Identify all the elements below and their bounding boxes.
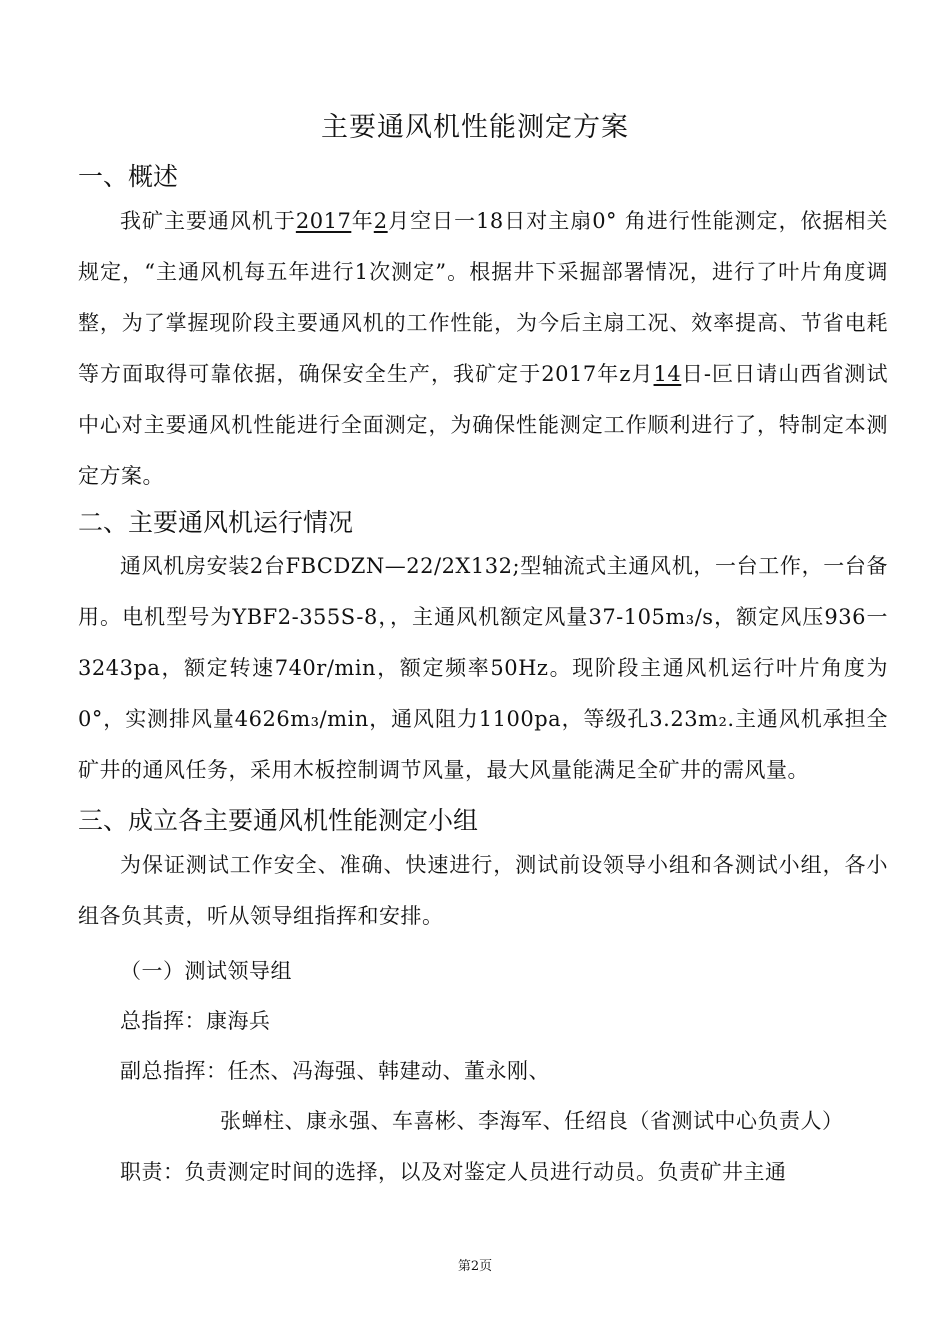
commander-line: 总指挥：康海兵 (120, 1009, 271, 1033)
document-title: 主要通风机性能测定方案 (321, 112, 629, 143)
overview-text-d: 日-叵日请山西省测试中心对主要通风机性能进行全面测定，为确保性能测定工作顺利进行了，特制定本测定方案。 (78, 362, 888, 488)
overview-day: 14 (653, 362, 682, 386)
deputy-commander-line-cont: 张蝉柱、康永强、车喜彬、李海军、任绍良（省测试中心负责人） (220, 1109, 844, 1133)
operation-paragraph: 通风机房安装2台FBCDZN—22/2X132;型轴流式主通风机，一台工作，一台备用。电机型号为YBF2-355S-8，，主通风机额定风量37-105m₃/s，额定风压936一3243pa，额定转速740r/min，额定频率50Hz。现阶段主通风机运行叶片角度为0°，实测排风量4626m₃/min，通风阻力1100pa，等级孔3.23m₂.主通风机承担全矿井的通风任务，采用木板控制调节风量，最大风量能满足全矿井的需风量。 (78, 554, 888, 782)
section-heading-groups: 三、成立各主要通风机性能测定小组 (78, 806, 479, 835)
duty-line: 职责：负责测定时间的选择，以及对鉴定人员进行动员。负责矿井主通 (120, 1160, 787, 1184)
overview-month: 2 (373, 209, 388, 233)
subheading-leadership-group: （一）测试领导组 (120, 959, 292, 983)
overview-text-a: 我矿主要通风机于 (120, 209, 296, 233)
page-number: 第2页 (457, 1259, 493, 1274)
deputy-commander-line: 副总指挥：任杰、冯海强、韩建动、董永刚、 (120, 1059, 550, 1083)
section-heading-overview: 一、概述 (78, 162, 179, 191)
groups-paragraph: 为保证测试工作安全、准确、快速进行，测试前设领导小组和各测试小组，各小组各负其责，听从领导组指挥和安排。 (78, 853, 888, 928)
overview-year: 2017 (295, 209, 352, 233)
overview-text-b: 年 (351, 209, 374, 233)
overview-paragraph (78, 196, 888, 502)
overview-text-c: 月空日一18日对主扇0° 角进行性能测定，依据相关规定，“主通风机每五年进行1次测定”。根据井下采掘部署情况，进行了叶片角度调整，为了掌握现阶段主要通风机的工作性能，为今后主扇工况、效率提高、节省电耗等方面取得可靠依据，确保安全生产，我矿定于2017年z月 (78, 209, 889, 386)
section-heading-operation: 二、主要通风机运行情况 (78, 508, 354, 537)
